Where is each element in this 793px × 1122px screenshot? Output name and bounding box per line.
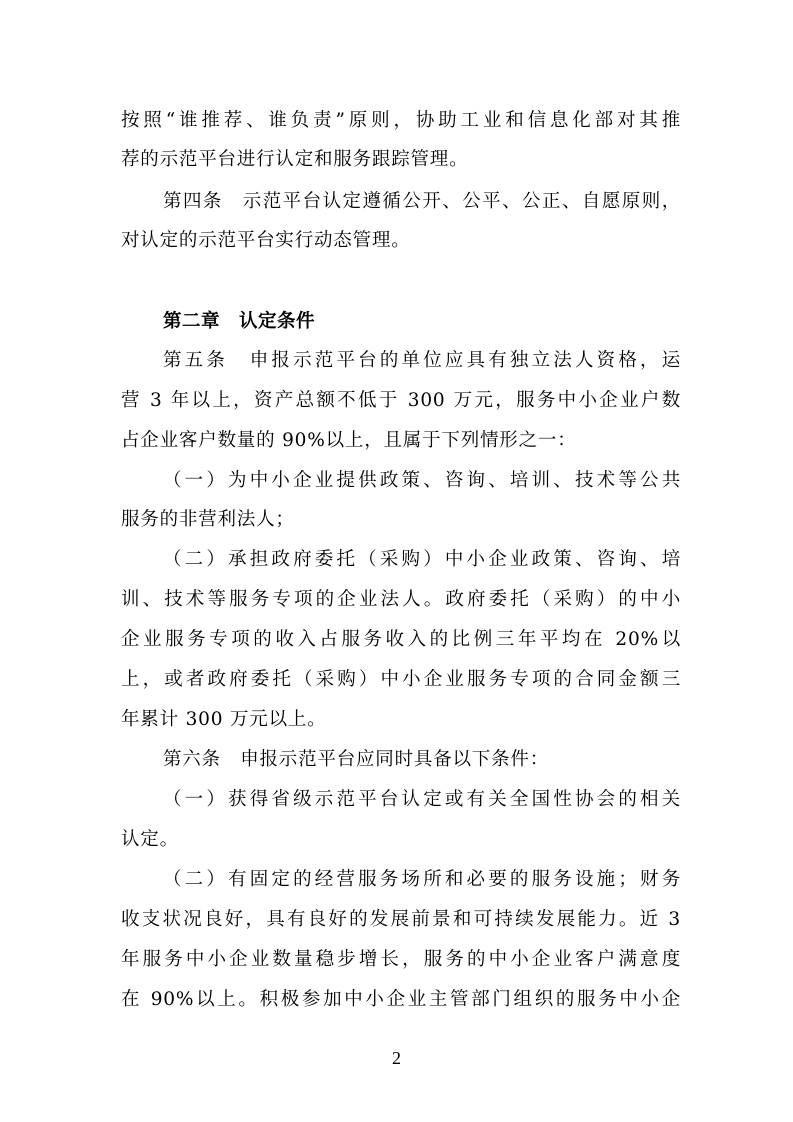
text-line: 第六条 申报示范平台应同时具备以下条件：	[163, 749, 550, 770]
text-line: 服务的非营利法人；	[121, 509, 295, 530]
text-line: 收支状况良好，具有良好的发展前景和可持续发展能力。近 3	[121, 909, 681, 930]
text-line: 对认定的示范平台实行动态管理。	[121, 230, 411, 251]
text-line: 在 90%以上。积极参加中小企业主管部门组织的服务中小企	[121, 989, 681, 1010]
text-line: （二）有固定的经营服务场所和必要的服务设施；财务	[163, 869, 681, 890]
text-line: 企业服务专项的收入占服务收入的比例三年平均在 20%以	[121, 629, 681, 650]
page-number: 2	[392, 1048, 401, 1068]
text-line: （一）为中小企业提供政策、咨询、培训、技术等公共	[163, 470, 681, 491]
text-line: 按照“谁推荐、谁负责”原则，协助工业和信息化部对其推	[121, 110, 681, 131]
text-line: 年累计 300 万元以上。	[121, 709, 327, 730]
text-line: （二）承担政府委托（采购）中小企业政策、咨询、培	[163, 549, 681, 570]
text-line: 第五条 申报示范平台的单位应具有独立法人资格，运	[163, 350, 681, 371]
text-line: 年服务中小企业数量稳步增长，服务的中小企业客户满意度	[121, 949, 681, 970]
text-line: 占企业客户数量的 90%以上，且属于下列情形之一：	[121, 430, 577, 451]
text-line: 上，或者政府委托（采购）中小企业服务专项的合同金额三	[121, 669, 681, 690]
text-line: 训、技术等服务专项的企业法人。政府委托（采购）的中小	[121, 589, 681, 610]
text-line: 认定。	[121, 829, 179, 850]
text-line: 营 3 年以上，资产总额不低于 300 万元，服务中小企业户数	[121, 390, 681, 411]
text-line: 荐的示范平台进行认定和服务跟踪管理。	[121, 149, 469, 170]
text-line: 第四条 示范平台认定遵循公开、公平、公正、自愿原则，	[163, 191, 681, 212]
text-line: （一）获得省级示范平台认定或有关全国性协会的相关	[163, 789, 681, 810]
chapter-heading: 第二章 认定条件	[163, 311, 316, 332]
